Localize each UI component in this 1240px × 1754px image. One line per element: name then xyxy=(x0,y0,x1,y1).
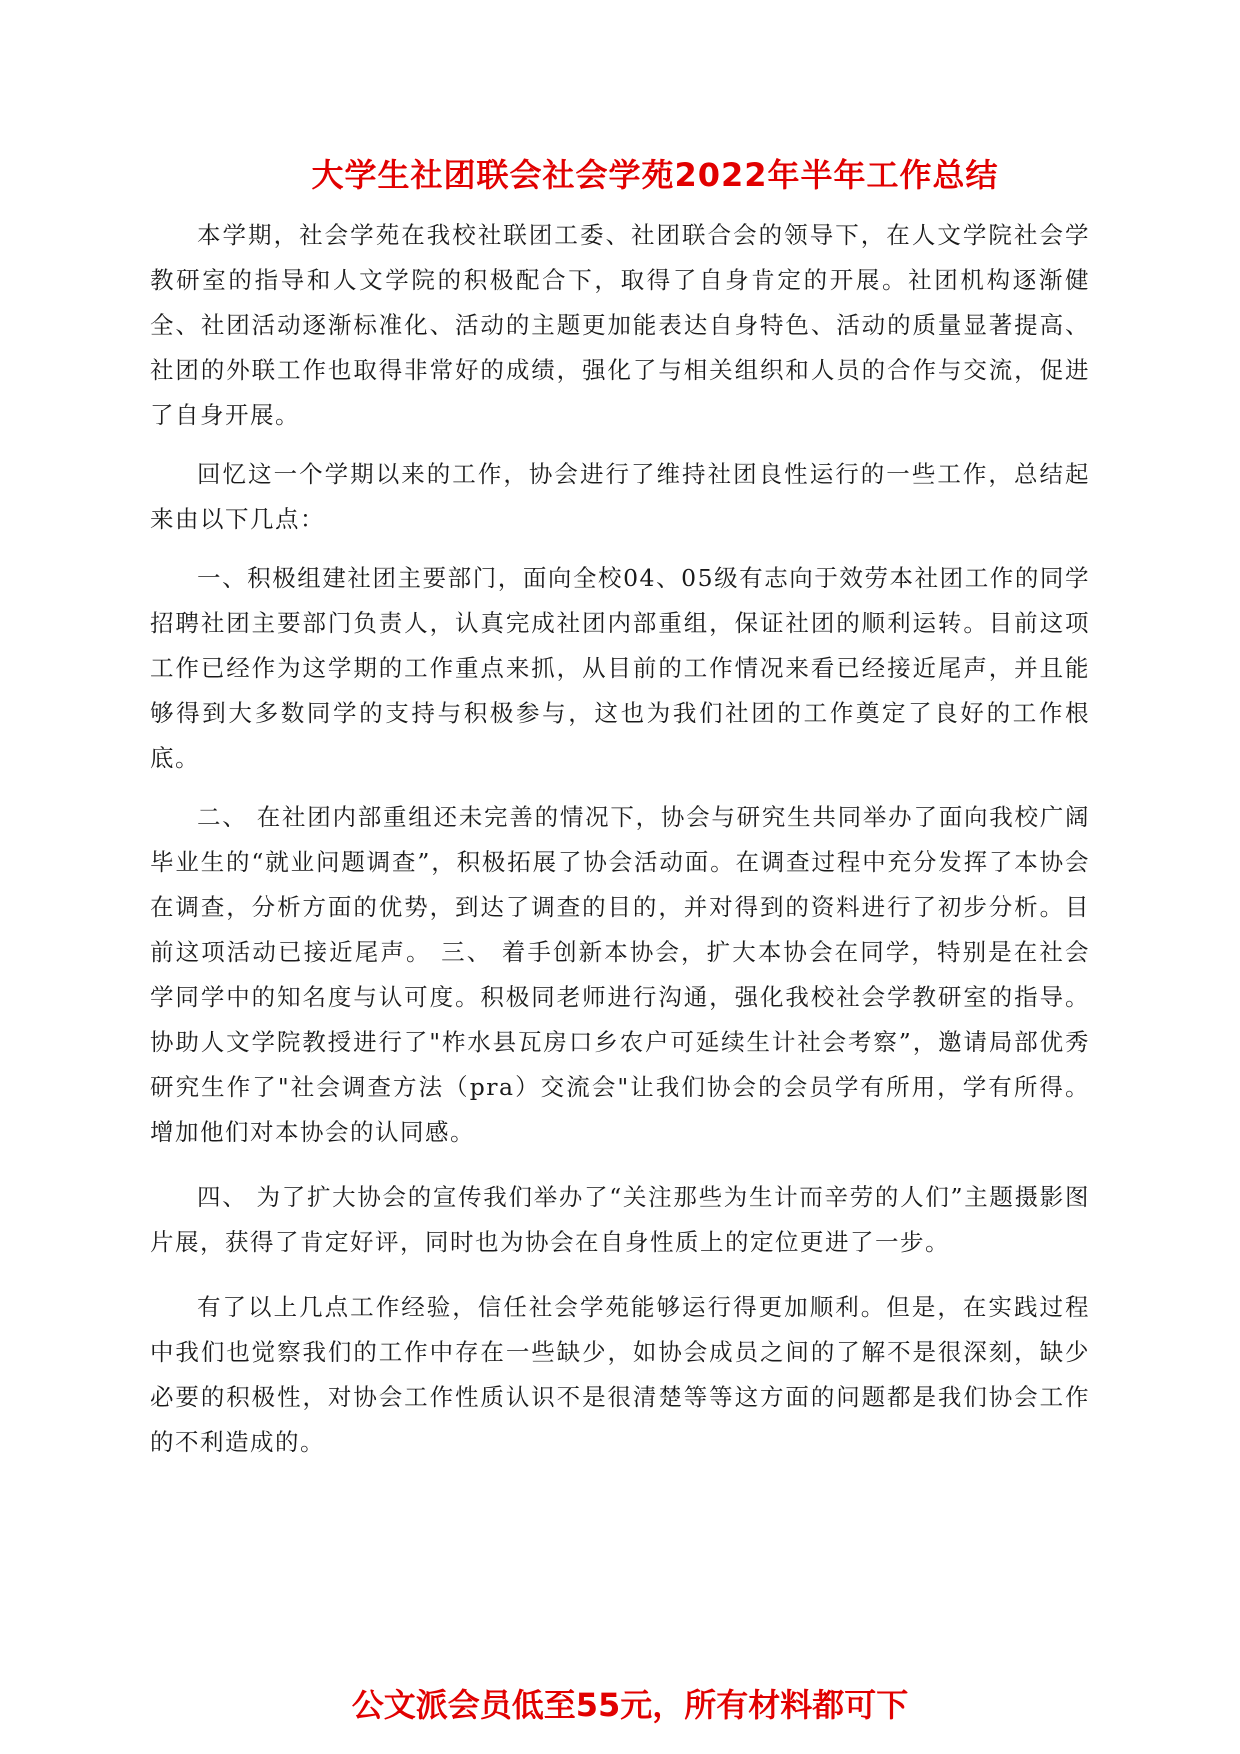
promo-footer: 公文派会员低至55元，所有材料都可下 xyxy=(351,1686,909,1724)
paragraph-point-2-3: 二、 在社团内部重组还未完善的情况下，协会与研究生共同举办了面向我校广阔毕业生的“就业问题调查”，积极拓展了协会活动面。在调查过程中充分发挥了本协会在调查，分析方面的优势，到达了调查的目的，并对得到的资料进行了初步分析。目前这项活动已接近尾声。 三、 着手创新本协会，扩大本协会在同学，特别是在社会学同学中的知名度与认可度。积极同老师进行沟通，强化我校社会学教研室的指导。协助人文学院教授进行了"柞水县瓦房口乡农户可延续生计社会考察”，邀请局部优秀研究生作了"社会调查方法（pra）交流会"让我们协会的会员学有所用，学有所得。增加他们对本协会的认同感。 xyxy=(150,803,1090,1146)
document-title: 大学生社团联会社会学苑2022年半年工作总结 xyxy=(311,156,999,194)
paragraph-point-4: 四、 为了扩大协会的宣传我们举办了“关注那些为生计而辛劳的人们”主题摄影图片展，获得了肯定好评，同时也为协会在自身性质上的定位更进了一步。 xyxy=(150,1183,1090,1256)
paragraph-conclusion: 有了以上几点工作经验，信任社会学苑能够运行得更加顺利。但是，在实践过程中我们也觉察我们的工作中存在一些缺少，如协会成员之间的了解不是很深刻，缺少必要的积极性，对协会工作性质认识不是很清楚等等这方面的问题都是我们协会工作的不利造成的。 xyxy=(150,1293,1090,1456)
document-body xyxy=(150,213,1090,1465)
paragraph-intro: 本学期，社会学苑在我校社联团工委、社团联合会的领导下，在人文学院社会学教研室的指导和人文学院的积极配合下，取得了自身肯定的开展。社团机构逐渐健全、社团活动逐渐标准化、活动的主题更加能表达自身特色、活动的质量显著提高、社团的外联工作也取得非常好的成绩，强化了与相关组织和人员的合作与交流，促进了自身开展。 xyxy=(150,221,1090,429)
paragraph-review: 回忆这一个学期以来的工作，协会进行了维持社团良性运行的一些工作，总结起来由以下几点： xyxy=(150,460,1090,533)
paragraph-point-1: 一、积极组建社团主要部门，面向全校04、05级有志向于效劳本社团工作的同学招聘社团主要部门负责人，认真完成社团内部重组，保证社团的顺利运转。目前这项工作已经作为这学期的工作重点来抓，从目前的工作情况来看已经接近尾声，并且能够得到大多数同学的支持与积极参与，这也为我们社团的工作奠定了良好的工作根底。 xyxy=(150,564,1090,772)
